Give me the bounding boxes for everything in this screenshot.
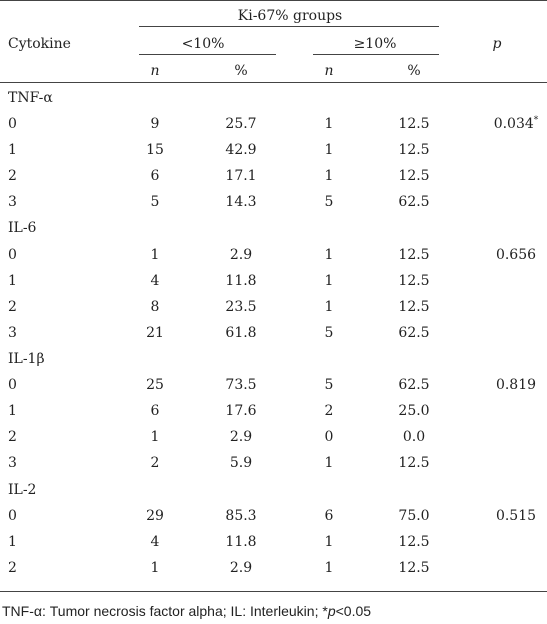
cell-pct-low: 73.5 [225,377,257,393]
header-p-value: p [492,36,502,52]
cell-n-high: 1 [324,142,334,158]
cell-n-high: 1 [324,455,334,471]
footnote-threshold: <0.05 [335,603,372,619]
p-value-text: 0.034 [493,116,534,132]
cell-level: 2 [8,560,17,576]
cell-pct-low: 11.8 [225,534,257,550]
header-cytokine: Cytokine [8,36,71,52]
cell-level: 2 [8,168,17,184]
cell-n-high: 1 [324,168,334,184]
low-group-rule [139,54,276,55]
cell-n-low: 5 [150,194,160,210]
section-label: IL-6 [8,220,37,236]
cell-n-low: 15 [146,142,164,158]
cell-pct-low: 14.3 [225,194,257,210]
high-group-rule [313,54,439,55]
cell-pct-high: 12.5 [398,273,430,289]
cell-level: 0 [8,377,17,393]
cell-pct-high: 12.5 [398,247,430,263]
cell-n-low: 1 [150,429,160,445]
cell-n-low: 2 [150,455,160,471]
cell-pct-low: 25.7 [225,116,257,132]
section-label: TNF-α [8,90,53,106]
header-high-group: ≥10% [353,36,397,52]
cell-n-low: 29 [146,508,164,524]
cell-n-low: 1 [150,560,160,576]
table-footnote [2,603,371,619]
header-bottom-rule [0,82,547,83]
significance-mark: * [533,115,539,126]
cell-n-high: 1 [324,299,334,315]
cell-n-low: 9 [150,116,160,132]
cell-pct-high: 25.0 [398,403,430,419]
cell-level: 0 [8,247,17,263]
cell-pct-high: 62.5 [398,194,430,210]
section-label: IL-2 [8,482,37,498]
cell-pct-low: 11.8 [225,273,257,289]
cell-level: 3 [8,194,17,210]
cell-pct-high: 12.5 [398,142,430,158]
cell-pct-high: 75.0 [398,508,430,524]
cell-n-high: 0 [324,429,334,445]
cell-pct-high: 62.5 [398,377,430,393]
cell-level: 3 [8,325,17,341]
cell-n-high: 1 [324,247,334,263]
cell-n-low: 25 [146,377,164,393]
cell-n-low: 8 [150,299,160,315]
cell-n-high: 6 [324,508,334,524]
cell-pct-low: 42.9 [225,142,257,158]
p-value-text: 0.656 [495,247,537,263]
cell-n-high: 1 [324,560,334,576]
cell-n-high: 1 [324,534,334,550]
group-rule [139,26,439,27]
cell-n-high: 5 [324,194,334,210]
header-pct-high: % [407,63,421,79]
cell-pct-high: 12.5 [398,116,430,132]
cell-pct-low: 23.5 [225,299,257,315]
cell-pct-low: 2.9 [229,247,253,263]
cell-n-high: 1 [324,116,334,132]
cell-pct-low: 85.3 [225,508,257,524]
cell-level: 3 [8,455,17,471]
top-rule [0,0,547,1]
cell-pct-high: 62.5 [398,325,430,341]
cell-n-high: 1 [324,273,334,289]
cell-level: 1 [8,403,17,419]
cell-level: 0 [8,508,17,524]
cell-p-value [496,508,536,524]
cell-pct-low: 5.9 [229,455,253,471]
cell-pct-high: 12.5 [398,455,430,471]
footnote-p: p [327,603,336,619]
section-label: IL-1β [8,351,45,367]
bottom-rule [0,591,547,592]
cell-pct-high: 12.5 [398,299,430,315]
cell-pct-low: 2.9 [229,429,253,445]
p-value-text: 0.515 [495,508,537,524]
header-n-low: n [150,63,160,79]
cell-n-high: 2 [324,403,334,419]
header-ki67-groups: Ki-67% groups [237,8,343,24]
cell-level: 2 [8,429,17,445]
cell-level: 1 [8,273,17,289]
cell-pct-low: 61.8 [225,325,257,341]
cell-n-low: 4 [150,534,160,550]
footnote-star: * [322,603,328,619]
cell-level: 0 [8,116,17,132]
cell-pct-high: 12.5 [398,168,430,184]
cell-pct-high: 0.0 [402,429,426,445]
cell-pct-low: 2.9 [229,560,253,576]
cell-p-value [496,247,536,263]
header-n-high: n [324,63,334,79]
cell-n-low: 6 [150,168,160,184]
cell-pct-low: 17.1 [225,168,257,184]
cell-n-high: 5 [324,377,334,393]
cell-level: 1 [8,534,17,550]
p-value-text: 0.819 [495,377,537,393]
footnote-abbreviations: TNF-α: Tumor necrosis factor alpha; IL: Interleukin; [2,603,323,619]
cell-pct-low: 17.6 [225,403,257,419]
cell-p-value [496,377,536,393]
header-pct-low: % [234,63,248,79]
cell-pct-high: 12.5 [398,534,430,550]
cell-n-high: 5 [324,325,334,341]
cell-level: 1 [8,142,17,158]
cell-level: 2 [8,299,17,315]
cell-p-value [494,116,539,132]
cell-pct-high: 12.5 [398,560,430,576]
cell-n-low: 4 [150,273,160,289]
header-low-group: <10% [181,36,225,52]
cell-n-low: 6 [150,403,160,419]
cell-n-low: 21 [146,325,164,341]
cell-n-low: 1 [150,247,160,263]
